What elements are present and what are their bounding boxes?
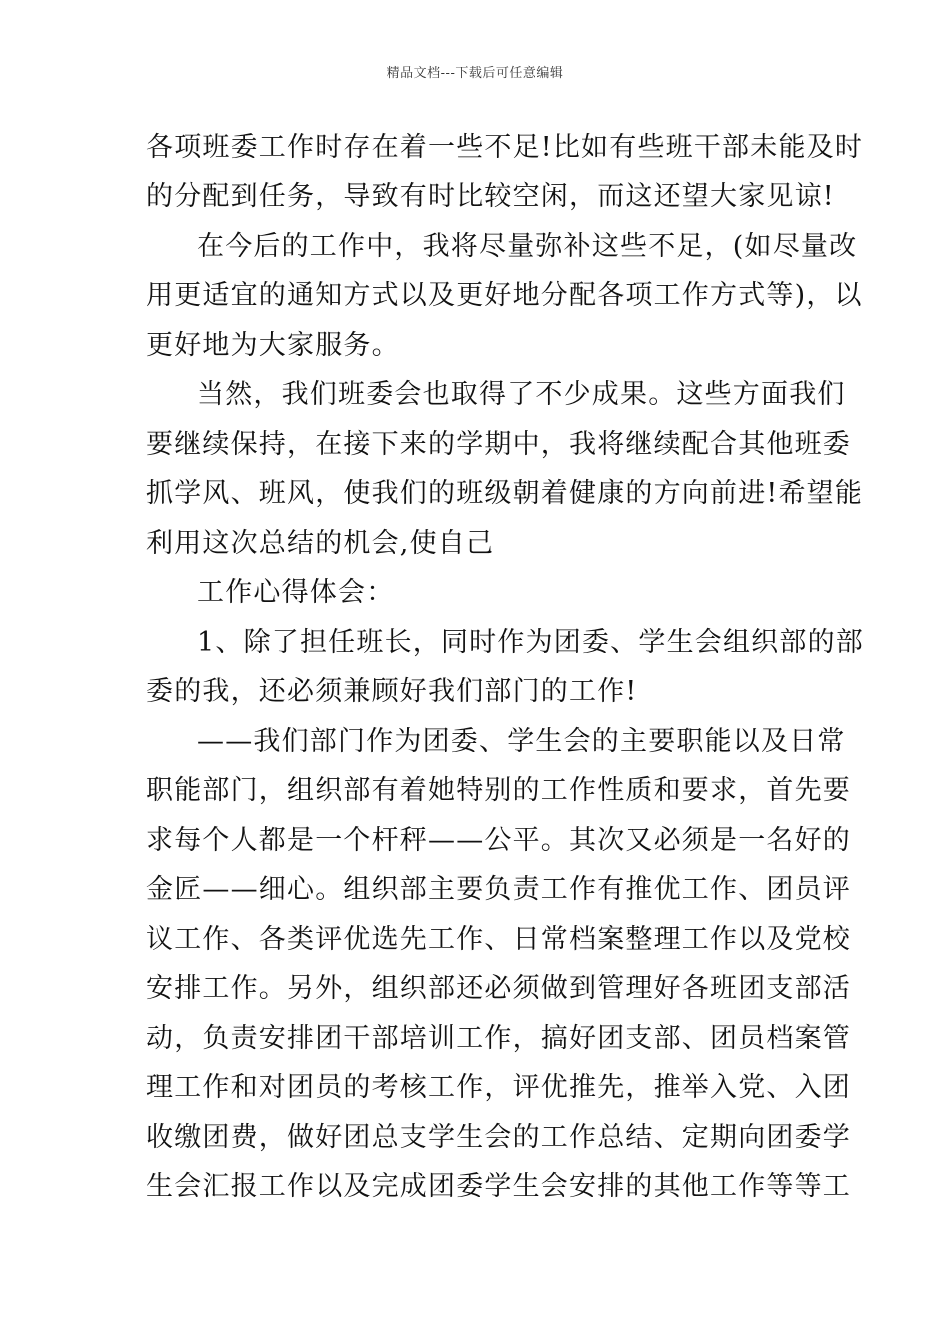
text-line: 收缴团费，做好团总支学生会的工作总结、定期向团委学 — [146, 1122, 851, 1153]
text-line: 用更适宜的通知方式以及更好地分配各项工作方式等)，以 — [146, 280, 863, 311]
text-line: 要继续保持，在接下来的学期中，我将继续配合其他班委 — [146, 429, 851, 460]
paragraph-start-line: ——我们部门作为团委、学生会的主要职能以及日常 — [197, 726, 846, 757]
page-header: 精品文档---下载后可任意编辑 — [386, 66, 564, 81]
paragraph-start-line: 1、除了担任班长，同时作为团委、学生会组织部的部 — [197, 627, 864, 658]
text-line: 议工作、各类评优选先工作、日常档案整理工作以及党校 — [146, 924, 851, 955]
text-line: 更好地为大家服务。 — [146, 330, 400, 361]
text-line: 委的我，还必须兼顾好我们部门的工作! — [146, 676, 638, 707]
text-line: 抓学风、班风，使我们的班级朝着健康的方向前进!希望能 — [146, 478, 864, 509]
section-heading: 工作心得体会： — [197, 577, 395, 608]
text-line: 各项班委工作时存在着一些不足!比如有些班干部未能及时 — [146, 132, 864, 163]
text-line: 金匠——细心。组织部主要负责工作有推优工作、团员评 — [146, 874, 851, 905]
paragraph-start-line: 当然，我们班委会也取得了不少成果。这些方面我们 — [197, 379, 846, 410]
text-line: 安排工作。另外，组织部还必须做到管理好各班团支部活 — [146, 973, 851, 1004]
text-line: 职能部门，组织部有着她特别的工作性质和要求，首先要 — [146, 775, 851, 806]
text-line: 生会汇报工作以及完成团委学生会安排的其他工作等等工 — [146, 1171, 851, 1202]
text-line: 动，负责安排团干部培训工作，搞好团支部、团员档案管 — [146, 1023, 851, 1054]
text-line: 理工作和对团员的考核工作，评优推先，推举入党、入团 — [146, 1072, 851, 1103]
text-line: 利用这次总结的机会,使自己 — [146, 528, 495, 559]
paragraph-start-line: 在今后的工作中，我将尽量弥补这些不足，(如尽量改 — [197, 231, 858, 262]
text-line: 的分配到任务，导致有时比较空闲，而这还望大家见谅! — [146, 181, 835, 212]
text-line: 求每个人都是一个杆秤——公平。其次又必须是一名好的 — [146, 825, 851, 856]
